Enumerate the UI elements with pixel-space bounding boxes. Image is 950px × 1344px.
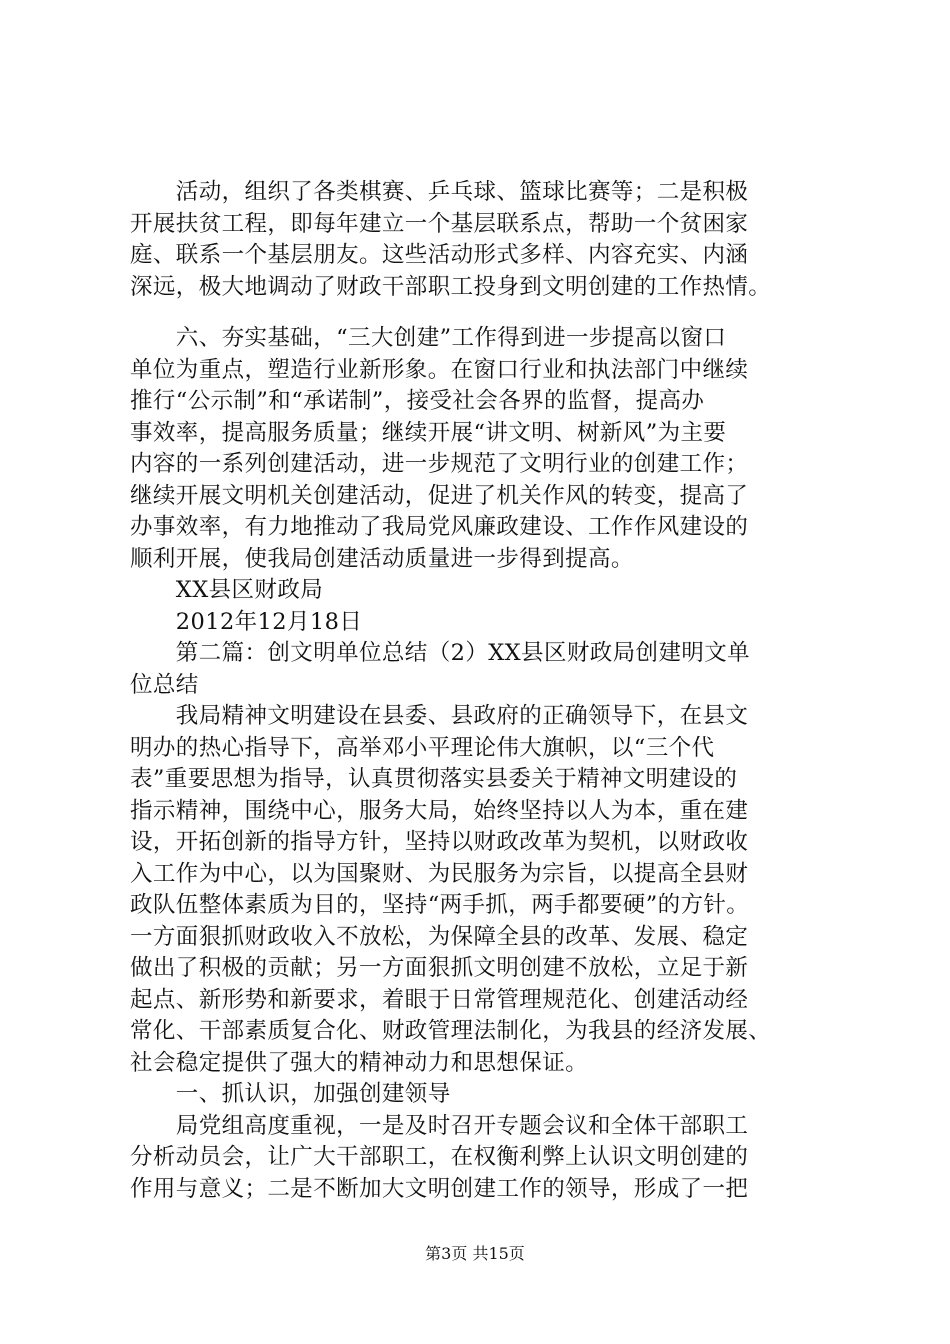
text-line: 顺利开展，使我局创建活动质量进一步得到提高。 [130,546,634,572]
text-line: 设，开拓创新的指导方针，坚持以财政改革为契机，以财政收 [130,829,749,855]
text-line: 活动，组织了各类棋赛、乒乓球、篮球比赛等；二是积极 [130,179,749,205]
text-line: 起点、新形势和新要求，着眼于日常管理规范化、创建活动经 [130,987,749,1013]
text-line: 政队伍整体素质为目的，坚持“两手抓，两手都要硬”的方针。 [130,892,750,918]
text-line: 一方面狠抓财政收入不放松，为保障全县的改革、发展、稳定 [130,924,749,950]
text-line: 内容的一系列创建活动，进一步规范了文明行业的创建工作； [130,451,749,477]
text-line: 继续开展文明机关创建活动，促进了机关作风的转变，提高了 [130,483,749,509]
section-heading: 第二篇：创文明单位总结（2）XX县区财政局创建明文单 [130,640,751,666]
text-line: 表”重要思想为指导，认真贯彻落实县委关于精神文明建设的 [130,766,738,792]
text-line: 事效率，提高服务质量；继续开展“讲文明、树新风”为主要 [130,420,727,446]
text-line: 指示精神，围绕中心，服务大局，始终坚持以人为本，重在建 [130,798,749,824]
text-line: 入工作为中心，以为国聚财、为民服务为宗旨，以提高全县财 [130,861,749,887]
text-line: 局党组高度重视，一是及时召开专题会议和全体干部职工 [130,1113,749,1139]
text-line: 一、抓认识，加强创建领导 [130,1081,451,1107]
text-line: 办事效率，有力地推动了我局党风廉政建设、工作作风建设的 [130,514,749,540]
text-line: 六、夯实基础，“三大创建”工作得到进一步提高以窗口 [130,325,727,351]
section-heading-continued: 位总结 [130,672,199,698]
text-line: 明办的热心指导下，高举邓小平理论伟大旗帜，以“三个代 [130,735,715,761]
text-line: 分析动员会，让广大干部职工，在权衡利弊上认识文明创建的 [130,1144,749,1170]
text-line: 庭、联系一个基层朋友。这些活动形式多样、内容充实、内涵 [130,242,749,268]
text-line: 社会稳定提供了强大的精神动力和思想保证。 [130,1050,589,1076]
text-line: 常化、干部素质复合化、财政管理法制化，为我县的经济发展、 [130,1018,772,1044]
page-footer: 第3页 共15页 [425,1244,525,1263]
signature-date: 2012年12月18日 [130,609,363,635]
text-line: 做出了积极的贡献；另一方面狠抓文明创建不放松，立足于新 [130,955,749,981]
text-line: 开展扶贫工程，即每年建立一个基层联系点，帮助一个贫困家 [130,211,749,237]
text-line: 推行“公示制”和“承诺制”，接受社会各界的监督，提高办 [130,388,705,414]
text-line: 我局精神文明建设在县委、县政府的正确领导下，在县文 [130,703,749,729]
text-line: 作用与意义；二是不断加大文明创建工作的领导，形成了一把 [130,1176,749,1202]
signature-org: XX县区财政局 [130,577,324,603]
text-line: 深远，极大地调动了财政干部职工投身到文明创建的工作热情。 [130,274,772,300]
text-line: 单位为重点，塑造行业新形象。在窗口行业和执法部门中继续 [130,357,749,383]
